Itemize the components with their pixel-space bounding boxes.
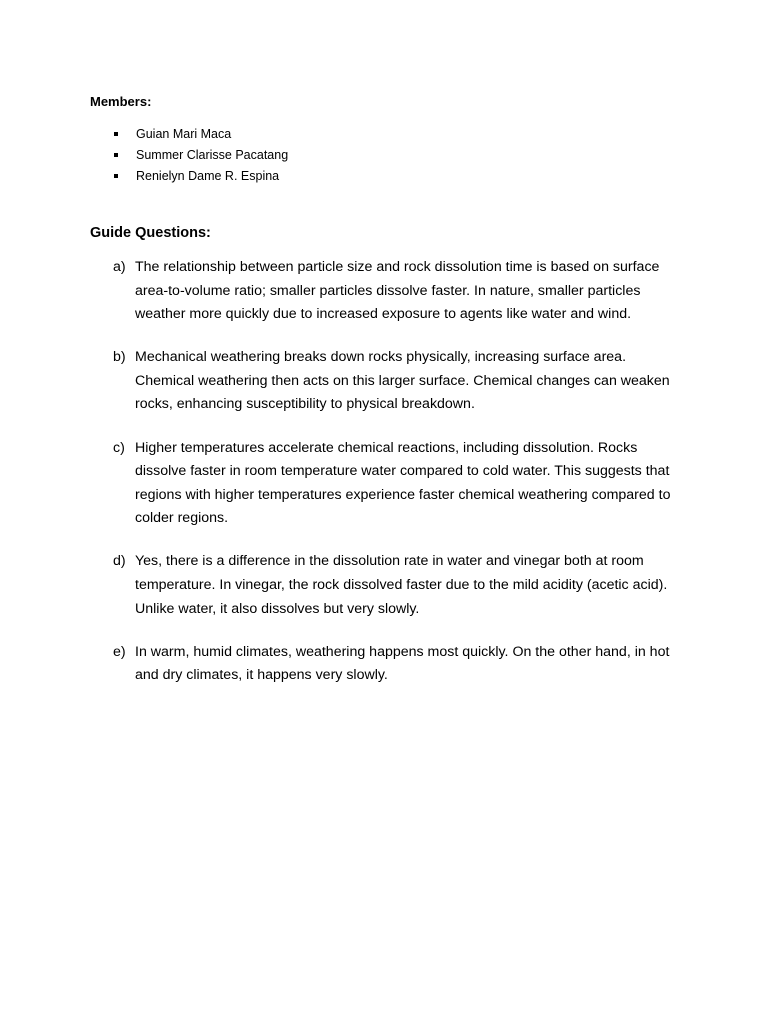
question-answer-text: Mechanical weathering breaks down rocks physically, increasing surface area. Chemical weathering then acts on this larger surface. Chemical changes can weaken rocks, enhancing susceptibility to physical breakdown.	[135, 349, 670, 413]
member-name: Renielyn Dame R. Espina	[136, 169, 280, 183]
square-bullet-icon	[114, 153, 118, 157]
square-bullet-icon	[114, 132, 118, 136]
question-item	[90, 346, 685, 417]
question-item	[90, 641, 685, 688]
members-heading: Members:	[90, 94, 152, 109]
guide-questions-list	[90, 256, 690, 688]
question-item	[90, 437, 685, 531]
member-item	[90, 166, 690, 187]
question-marker: d)	[113, 553, 126, 570]
question-answer-text: Yes, there is a difference in the dissolution rate in water and vinegar both at room temperature. In vinegar, the rock dissolved faster due to the mild acidity (acetic acid). Unlike water, it also dissolves but very slowly.	[135, 553, 668, 617]
guide-questions-heading: Guide Questions:	[90, 225, 211, 241]
question-item	[90, 550, 685, 621]
member-item	[90, 145, 690, 166]
members-list	[90, 124, 690, 187]
question-answer-text: In warm, humid climates, weathering happens most quickly. On the other hand, in hot and dry climates, it happens very slowly.	[135, 643, 670, 684]
question-marker: e)	[113, 643, 126, 660]
question-answer-text: Higher temperatures accelerate chemical reactions, including dissolution. Rocks dissolve faster in room temperature water compared to cold water. This suggests that regions with higher temperatures experience faster chemical weathering compared to colder regions.	[135, 439, 671, 527]
question-marker: a)	[113, 259, 126, 275]
question-marker: c)	[113, 439, 125, 456]
document-page	[90, 92, 690, 707]
question-answer-text: The relationship between particle size and rock dissolution time is based on surface area-to-volume ratio; smaller particles dissolve faster. In nature, smaller particles weather more quickly due to increased exposure to agents like water and wind.	[135, 259, 660, 323]
member-name: Guian Mari Maca	[136, 127, 232, 141]
question-marker: b)	[113, 349, 126, 366]
question-item	[90, 256, 685, 327]
member-item	[90, 124, 690, 145]
square-bullet-icon	[114, 174, 118, 178]
member-name: Summer Clarisse Pacatang	[136, 148, 289, 162]
